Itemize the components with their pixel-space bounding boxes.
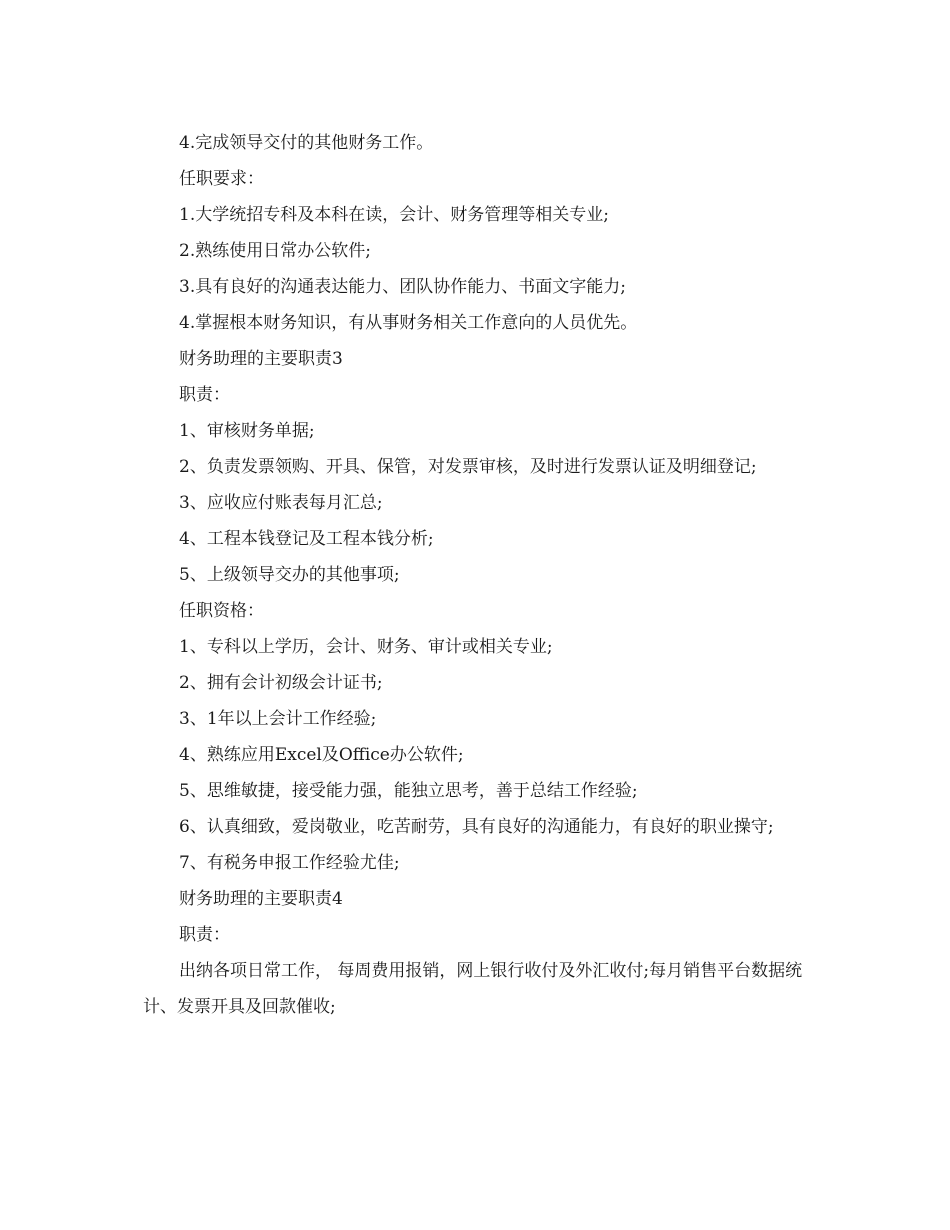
paragraph-requirement-2: 2.熟练使用日常办公软件; bbox=[179, 241, 371, 261]
paragraph-qualification-3: 3、1年以上会计工作经验; bbox=[179, 709, 377, 729]
paragraph-requirement-4: 4.掌握根本财务知识，有从事财务相关工作意向的人员优先。 bbox=[179, 313, 638, 333]
paragraph-duty-3-2: 2、负责发票领购、开具、保管，对发票审核，及时进行发票认证及明细登记; bbox=[179, 457, 757, 477]
paragraph-qualification-6: 6、认真细致，爱岗敬业，吃苦耐劳，具有良好的沟通能力，有良好的职业操守; bbox=[179, 817, 774, 837]
heading-duties-3: 职责： bbox=[179, 385, 230, 405]
paragraph-qualification-7: 7、有税务申报工作经验尤佳; bbox=[179, 853, 400, 873]
paragraph-qualification-4: 4、熟练应用Excel及Office办公软件; bbox=[179, 745, 464, 765]
paragraph-qualification-2: 2、拥有会计初级会计证书; bbox=[179, 673, 383, 693]
paragraph-duty-3-4: 4、工程本钱登记及工程本钱分析; bbox=[179, 529, 434, 549]
paragraph-duty-3-3: 3、应收应付账表每月汇总; bbox=[179, 493, 383, 513]
paragraph-qualification-1: 1、专科以上学历，会计、财务、审计或相关专业; bbox=[179, 637, 553, 657]
heading-qualifications: 任职资格： bbox=[179, 601, 264, 621]
section-title-3: 财务助理的主要职责3 bbox=[179, 349, 343, 369]
paragraph-duty-3-5: 5、上级领导交办的其他事项; bbox=[179, 565, 400, 585]
section-title-4: 财务助理的主要职责4 bbox=[179, 889, 343, 909]
paragraph-qualification-5: 5、思维敏捷，接受能力强，能独立思考，善于总结工作经验; bbox=[179, 781, 638, 801]
document-body bbox=[143, 125, 823, 1025]
paragraph-duty-4: 4.完成领导交付的其他财务工作。 bbox=[179, 133, 434, 153]
paragraph-duty-3-1: 1、审核财务单据; bbox=[179, 421, 315, 441]
heading-requirements: 任职要求： bbox=[179, 169, 264, 189]
heading-duties-4: 职责： bbox=[179, 925, 230, 945]
paragraph-duty-4-1: 出纳各项日常工作， 每周费用报销，网上银行收付及外汇收付;每月销售平台数据统计、发票开具及回款催收; bbox=[143, 961, 803, 1017]
paragraph-requirement-3: 3.具有良好的沟通表达能力、团队协作能力、书面文字能力; bbox=[179, 277, 626, 297]
paragraph-requirement-1: 1.大学统招专科及本科在读，会计、财务管理等相关专业; bbox=[179, 205, 609, 225]
